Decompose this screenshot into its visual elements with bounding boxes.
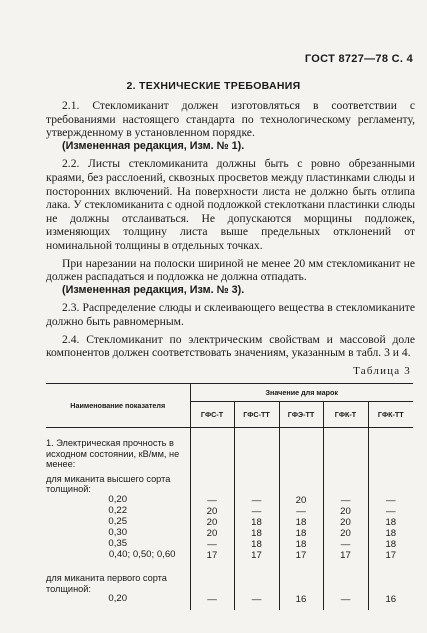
cell: — (234, 506, 279, 517)
row-label: 0,30 (108, 526, 128, 538)
column-header: ГФС-ТТ (234, 402, 279, 428)
cell (190, 470, 234, 495)
edit-note: (Измененная редакция, Изм. № 3). (62, 283, 245, 296)
cell: — (234, 594, 279, 610)
page-header: ГОСТ 8727—78 С. 4 (304, 53, 413, 65)
table-row (46, 594, 413, 610)
cell: — (190, 539, 234, 550)
cell (279, 428, 323, 470)
cell: 16 (368, 594, 413, 610)
cell (323, 428, 368, 470)
cell: — (323, 495, 368, 506)
section-title: 2. ТЕХНИЧЕСКИЕ ТРЕБОВАНИЯ (126, 80, 301, 92)
cell (234, 561, 279, 594)
cell: — (368, 506, 413, 517)
table-row (46, 528, 413, 539)
paragraph-2-3: 2.3. Распределение слюды и склеивающего вещества в стекломиканите должно быть равномерным. (46, 301, 415, 328)
table-row (46, 550, 413, 561)
cell: 17 (234, 550, 279, 561)
cell (368, 561, 413, 594)
cell (323, 561, 368, 594)
paragraph-2-4: 2.4. Стекломиканит по электрическим свойствам и массовой доле компонентов должен соответствовать значениям, указанным в табл. 3 и 4. (46, 332, 415, 360)
cell (323, 470, 368, 495)
table-row (46, 561, 413, 594)
cell: 16 (279, 594, 323, 610)
cell (368, 428, 413, 470)
cell (190, 561, 234, 594)
table-row (46, 495, 413, 506)
cell: — (234, 495, 279, 506)
table-row (46, 539, 413, 550)
paragraph-2-1: 2.1. Стекломиканит должен изготовляться в соответствии с требованиями настоящего стандарта по технологическому регламенту, утвержденному в установленном порядке. (46, 99, 415, 140)
cell: 20 (190, 517, 234, 528)
row-label: 0,40; 0,50; 0,60 (108, 548, 176, 560)
cell: 18 (279, 539, 323, 550)
column-header: ГФЭ-ТТ (279, 402, 323, 428)
cell: 18 (234, 528, 279, 539)
paragraph-2-2: 2.2. Листы стекломиканита должны быть с ровно обрезанными краями, без расслоений, сквозных просветов между пластинками слюды и посторонних включений. На поверхности листа не должно быть отлипа лака. У стекломиканита с одной подложкой стеклоткани пластинки слюды не должны отслаиваться. Не допускаются морщины подложек, изменяющих толщину листа выше предельных отклонений от номинальной толщины в отдельных точках. (46, 157, 415, 252)
body-text (46, 99, 415, 360)
row-label: 0,25 (108, 515, 128, 527)
spec-table (46, 383, 413, 610)
cell: — (323, 539, 368, 550)
cell (368, 470, 413, 495)
paragraph-cutting: При нарезании на полоски шириной не менее 20 мм стекломиканит не должен распадаться и подложка не должна отпадать. (46, 256, 415, 284)
cell: 20 (323, 517, 368, 528)
table-row (46, 506, 413, 517)
cell: 18 (234, 539, 279, 550)
edit-note: (Измененная редакция, Изм. № 1). (62, 139, 245, 152)
cell: — (279, 506, 323, 517)
cell: 18 (368, 528, 413, 539)
cell: — (190, 594, 234, 610)
cell: 17 (323, 550, 368, 561)
column-header: ГФК-ТТ (368, 402, 413, 428)
table-title: Таблица 3 (353, 365, 411, 377)
cell (279, 470, 323, 495)
cell: 17 (279, 550, 323, 561)
row-label: 1. Электрическая прочность в исходном состоянии, кВ/мм, не менее: (46, 438, 180, 470)
cell: 20 (279, 495, 323, 506)
row-label: 0,20 (108, 593, 128, 605)
cell: 20 (190, 506, 234, 517)
cell: 18 (279, 528, 323, 539)
cell: 20 (190, 528, 234, 539)
cell: 17 (368, 550, 413, 561)
column-header: ГФК-Т (323, 402, 368, 428)
cell: — (190, 495, 234, 506)
table-row (46, 517, 413, 528)
cell: 18 (368, 539, 413, 550)
cell: 18 (368, 517, 413, 528)
cell: 17 (190, 550, 234, 561)
cell (234, 470, 279, 495)
cell (279, 561, 323, 594)
cell: — (368, 495, 413, 506)
cell: 20 (323, 506, 368, 517)
group-header: Значение для марок (190, 384, 413, 402)
row-label: 0,20 (108, 493, 128, 505)
table-row (46, 428, 413, 470)
table-row (46, 470, 413, 495)
indicator-header: Наименование показателя (46, 384, 190, 428)
row-label: для миканита высшего сорта толщиной: (46, 473, 171, 495)
cell (190, 428, 234, 470)
cell: — (323, 594, 368, 610)
row-label: 0,35 (108, 537, 128, 549)
cell: 18 (234, 517, 279, 528)
column-header: ГФС-Т (190, 402, 234, 428)
row-label: 0,22 (108, 504, 128, 516)
cell: 20 (323, 528, 368, 539)
header-row (46, 384, 413, 402)
row-label: для миканита первого сорта толщиной: (46, 572, 167, 594)
cell: 18 (279, 517, 323, 528)
cell (234, 428, 279, 470)
